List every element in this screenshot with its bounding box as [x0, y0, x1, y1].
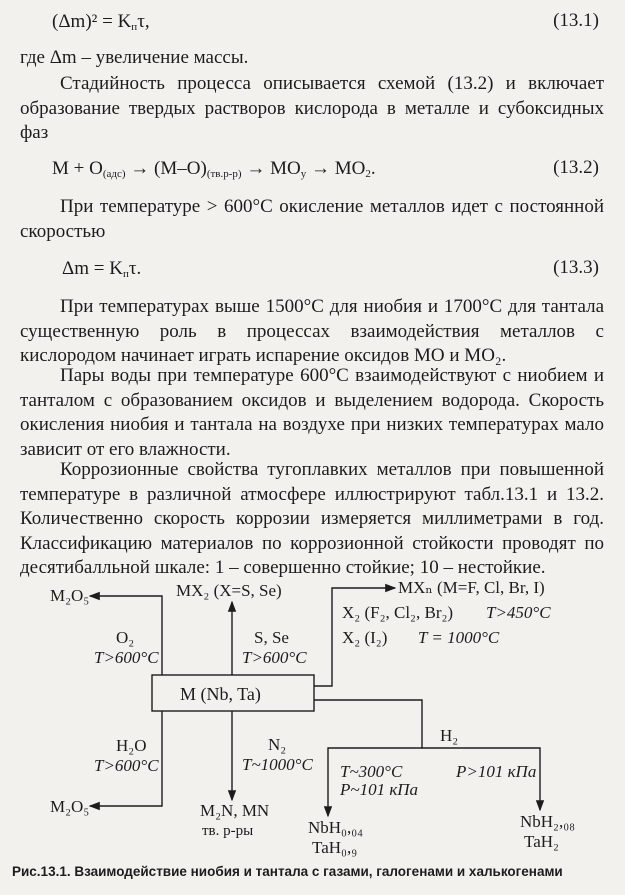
- product-mx2: MX₂ (X=S, Se): [176, 581, 282, 600]
- h2-reagent: H₂: [440, 726, 459, 745]
- halogen-reagent-2: X₂ (I₂): [342, 628, 388, 647]
- paragraph-water-vapor: Пары воды при температуре 600°C взаимодействуют с ниобием и танталом с образованием оксидов и выделением водорода. Скорость окисления ниобия и тантала на воздухе при низких температурах мало зависит от его влажности.: [20, 365, 604, 460]
- product-nbh2: NbH₂,₀₈: [520, 812, 576, 831]
- product-tah: TaH₀,₉: [312, 838, 358, 857]
- equation-note: где Δm – увеличение массы.: [20, 47, 249, 68]
- h2o-reagent: H₂O: [116, 736, 147, 755]
- paragraph-stages: Стадийность процесса описывается схемой (13.2) и включает образование твердых растворов кислорода в металле и субоксидных фаз: [20, 73, 604, 143]
- h2o-temperature: T>600°C: [94, 756, 159, 775]
- product-nitride-note: тв. р-ры: [202, 823, 254, 839]
- s-se-temperature: T>600°C: [242, 648, 307, 667]
- product-m2o5-top: M₂O₅: [50, 586, 90, 605]
- paragraph-evaporation: При температурах выше 1500°C для ниобия и 1700°C для тантала существенную роль в процессах взаимодействия металлов с кислородом начинает играть испарение оксидов MO и MO₂.: [20, 296, 604, 366]
- equation-number: (13.2): [553, 157, 599, 178]
- figure-caption: Рис.13.1. Взаимодействие ниобия и тантала с газами, галогенами и халькогенами: [12, 864, 563, 879]
- product-nitride: M₂N, MN: [200, 801, 270, 820]
- h2-low-temperature: T~300°C: [340, 762, 403, 781]
- equation-13-1: $(\Delta m)^2 = K_п\tau$,: [52, 11, 150, 33]
- center-label: M (Nb, Ta): [180, 684, 261, 704]
- equation-number: (13.1): [553, 10, 599, 31]
- h2-high-pressure: P>101 кПа: [456, 762, 537, 781]
- product-m2o5-bottom: M₂O₅: [50, 797, 90, 816]
- o2-temperature: T>600°C: [94, 648, 159, 667]
- n2-temperature: T~1000°C: [242, 755, 313, 774]
- equation-13-2: $M + O_{(адс)} \to (M-O)_{(тв.р-р)} \to MO_y \to MO_2$.: [52, 158, 376, 180]
- o2-reagent: O₂: [116, 628, 135, 647]
- product-nbh: NbH₀,₀₄: [308, 818, 364, 837]
- product-mxn: MXₙ (M=F, Cl, Br, I): [398, 578, 545, 597]
- product-tah2: TaH₂: [524, 832, 559, 851]
- n2-reagent: N₂: [268, 735, 287, 754]
- halogen-temperature-2: T = 1000°C: [418, 628, 500, 647]
- paragraph-constant-rate: При температуре > 600°C окисление металлов идет с постоянной скоростью: [20, 196, 604, 242]
- paragraph-corrosion: Коррозионные свойства тугоплавких металлов при повышенной температуре в различной атмосфере иллюстрируют табл.13.1 и 13.2. Количественно скорость коррозии измеряется миллиметрами в год. Классификацию материалов по коррозионной стойкости проводят по десятибалльной шкале: 1 – совершенно стойкие; 10 – нестойкие.: [20, 459, 604, 578]
- halogen-temperature-1: T>450°C: [486, 603, 551, 622]
- s-se-reagent: S, Se: [254, 628, 289, 647]
- halogen-reagent-1: X₂ (F₂, Cl₂, Br₂): [342, 603, 454, 622]
- h2-low-pressure: P~101 кПа: [340, 780, 419, 799]
- equation-number: (13.3): [553, 257, 599, 278]
- equation-13-3: $\Delta m = K_п\tau$.: [62, 258, 142, 280]
